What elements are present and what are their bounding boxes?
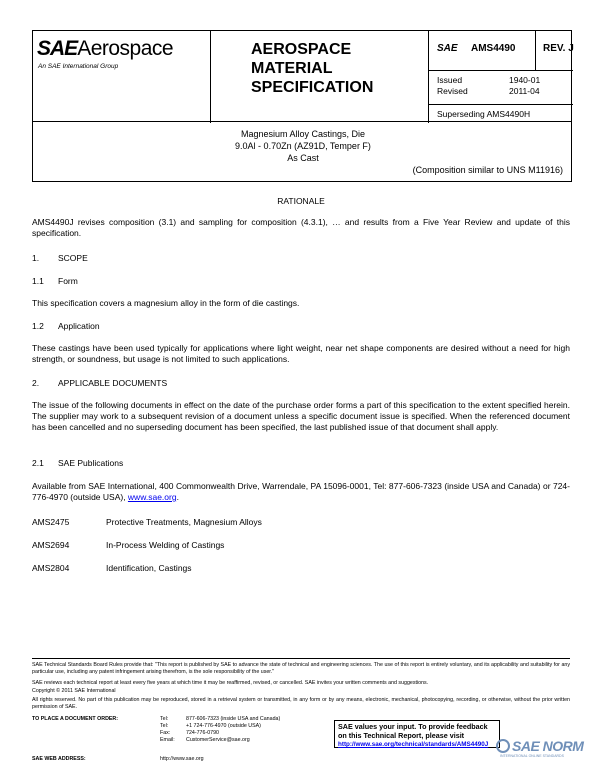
- doc-number-row: [429, 31, 573, 71]
- subject-line-3: As Cast: [287, 153, 319, 163]
- watermark-subtext: INTERNATIONAL ONLINE STANDARDS: [500, 754, 564, 758]
- meta-separator: [429, 104, 573, 105]
- tel2-label: Tel:: [160, 723, 169, 729]
- reference-title: Protective Treatments, Magnesium Alloys: [106, 517, 262, 527]
- fax-value: 724-776-0790: [186, 730, 219, 736]
- sae-address-text: Available from SAE International, 400 Commonwealth Drive, Warrendale, PA 15096-0001, Tel: 877-606-7323 (inside USA and Canada) or 724-776-4970 (outside USA),: [32, 481, 570, 502]
- doc-number: AMS4490: [471, 43, 516, 54]
- section-2-title: APPLICABLE DOCUMENTS: [58, 378, 168, 388]
- reference-code: AMS2475: [32, 517, 70, 527]
- sae-aerospace-logo: [37, 37, 173, 61]
- section-1-number: 1.: [32, 253, 40, 263]
- email-value: CustomerService@sae.org: [186, 737, 250, 743]
- issued-label: Issued: [437, 75, 463, 85]
- title-line-3: SPECIFICATION: [251, 79, 374, 96]
- section-2-1-title: SAE Publications: [58, 458, 124, 468]
- revised-value: 2011-04: [509, 86, 540, 96]
- footer-rules-text: SAE Technical Standards Board Rules provide that: "This report is published by SAE to advance the state of technical and engineering sciences. The use of this report is entirely voluntary, and its applicability and suitability for any particular use, including any patent infringement arising therefrom, is the sole responsibility of the user.": [32, 662, 570, 675]
- meta-divider: [535, 31, 536, 71]
- issued-value: 1940-01: [509, 75, 541, 85]
- section-1-1-title: Form: [58, 276, 78, 286]
- footer-review-text: SAE reviews each technical report at least every five years at which time it may be reaffirmed, revised, or cancelled. SAE invites your written comments and suggestions.: [32, 680, 429, 686]
- email-label: Email:: [160, 737, 175, 743]
- logo-cell: [33, 31, 211, 123]
- section-2-number: 2.: [32, 378, 40, 388]
- web-value: http://www.sae.org: [160, 756, 204, 762]
- section-1-title: SCOPE: [58, 253, 88, 263]
- globe-icon: [496, 739, 510, 753]
- footer-rule: [32, 658, 570, 659]
- reference-row: [32, 563, 192, 573]
- logo-tagline: An SAE International Group: [38, 63, 119, 70]
- footer-copyright: Copyright © 2011 SAE International: [32, 688, 116, 694]
- reference-row: [32, 517, 262, 527]
- reference-code: AMS2694: [32, 540, 70, 550]
- section-2-text: The issue of the following documents in effect on the date of the purchase order forms a part of this specification to the extent specified herein. The supplier may work to a subsequent revision of a document unless a specific document issue is specified. When the referenced document has been cancelled and no superseding document has been specified, the last published issue of that document shall apply.: [32, 400, 570, 432]
- sae-mark: SAE: [437, 43, 458, 54]
- rationale-text: AMS4490J revises composition (3.1) and sampling for composition (4.3.1), … and results from a Five Year Review and update of this specification.: [32, 217, 570, 238]
- section-1-2-number: 1.2: [32, 321, 44, 331]
- section-1-2-heading: [32, 321, 100, 331]
- feedback-link[interactable]: http://www.sae.org/technical/standards/AMS4490J: [338, 741, 489, 748]
- meta-cell: [429, 31, 573, 123]
- section-1-heading: [32, 253, 88, 263]
- title-line-2: MATERIAL: [251, 60, 333, 77]
- section-1-1-text: This specification covers a magnesium alloy in the form of die castings.: [32, 298, 300, 308]
- reference-row: [32, 540, 224, 550]
- sae-address-end: .: [176, 492, 179, 502]
- tel-label: Tel:: [160, 716, 169, 722]
- section-2-heading: [32, 378, 167, 388]
- order-label: TO PLACE A DOCUMENT ORDER:: [32, 716, 119, 722]
- section-2-1-number: 2.1: [32, 458, 44, 468]
- subject-line-1: Magnesium Alloy Castings, Die: [240, 129, 366, 139]
- logo-brand: SAE: [37, 37, 78, 60]
- fax-label: Fax:: [160, 730, 171, 736]
- title-line-1: AEROSPACE: [251, 41, 352, 58]
- document-header: [32, 30, 572, 122]
- section-1-1-heading: [32, 276, 78, 286]
- watermark: [496, 738, 583, 754]
- feedback-box: [334, 720, 500, 748]
- section-2-1-text: [32, 481, 570, 503]
- section-1-2-title: Application: [58, 321, 100, 331]
- revised-label: Revised: [437, 86, 468, 96]
- title-cell: [211, 31, 429, 123]
- feedback-line-2: on this Technical Report, please visit: [338, 730, 465, 740]
- section-2-1-heading: [32, 458, 123, 468]
- reference-title: In-Process Welding of Castings: [106, 540, 225, 550]
- web-label: SAE WEB ADDRESS:: [32, 756, 86, 762]
- section-1-1-number: 1.1: [32, 276, 44, 286]
- composition-note: (Composition similar to UNS M11916): [412, 165, 563, 175]
- watermark-text: SAE NORM: [512, 738, 584, 754]
- subject-box: [32, 122, 572, 182]
- tel2-value: +1 724-776-4970 (outside USA): [186, 723, 261, 729]
- section-1-2-text: These castings have been used typically for applications where light weight, near net shape components are desired without a need for high strength, or soundness, but usage is not limited to such applications.: [32, 343, 570, 364]
- document-type-title: [251, 40, 373, 97]
- revision-label: REV. J: [543, 43, 574, 54]
- superseding-note: Superseding AMS4490H: [437, 109, 531, 119]
- feedback-line-1: SAE values your input. To provide feedback: [338, 722, 488, 731]
- tel-value: 877-606-7323 (inside USA and Canada): [186, 716, 281, 722]
- footer-rights-text: All rights reserved. No part of this publication may be reproduced, stored in a retrieval system or transmitted, in any form or by any means, electronic, mechanical, photocopying, recording, or otherwise, without the prior written permission of SAE.: [32, 697, 570, 710]
- logo-word: Aerospace: [77, 37, 174, 60]
- reference-title: Identification, Castings: [106, 563, 192, 573]
- reference-code: AMS2804: [32, 563, 70, 573]
- subject-line-2: 9.0Al - 0.70Zn (AZ91D, Temper F): [235, 141, 371, 151]
- rationale-heading: RATIONALE: [277, 196, 325, 206]
- sae-website-link[interactable]: www.sae.org: [127, 492, 177, 502]
